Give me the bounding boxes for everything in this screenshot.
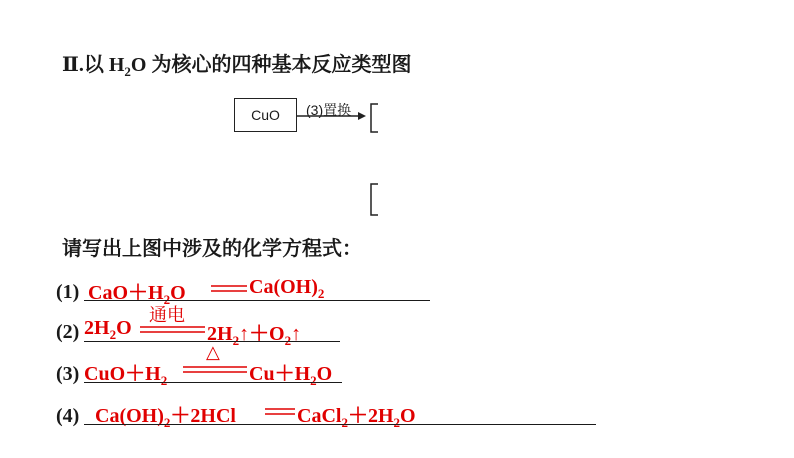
section-title: Ⅱ.以 $H_2O$ 为核心的四种基本反应类型图 xyxy=(62,54,412,79)
eq2-condition: 通电 xyxy=(149,305,185,326)
eq1-lhs: $CaO+H_2O$ xyxy=(88,282,186,307)
bracket-left-bottom xyxy=(371,184,378,215)
eq1-rhs: $Ca(OH)_2$ xyxy=(249,276,325,301)
eq2-number: (2) xyxy=(56,321,80,343)
eq3-number: (3) xyxy=(56,363,80,385)
eq1-number: (1) xyxy=(56,281,80,303)
eq3-rhs: $Cu+H_2O$ xyxy=(249,363,333,388)
eq4-answer-line xyxy=(84,424,596,425)
arrowhead-icon xyxy=(358,112,366,120)
eq3-lhs: $CuO+H_2$ xyxy=(84,363,168,388)
prompt-text: 请写出上图中涉及的化学方程式： xyxy=(62,238,362,260)
eq4-rhs: $CaCl_2+2H_2O$ xyxy=(297,405,416,430)
bracket-left-top xyxy=(371,104,378,132)
eq2-rhs: $2H_2↑+O_2↑$ xyxy=(207,323,302,348)
eq1-answer-line xyxy=(84,300,430,301)
eq3-condition: △ xyxy=(206,342,220,363)
cuo-box: CuO xyxy=(234,98,297,132)
eq4-lhs: $Ca(OH)_2+2HCl$ xyxy=(95,405,236,430)
eq3-answer-line xyxy=(84,382,342,383)
eq4-number: (4) xyxy=(56,405,80,427)
eq2-lhs: $2H_2O$ xyxy=(84,317,132,342)
arrow-label: (3)置换 xyxy=(306,102,352,118)
